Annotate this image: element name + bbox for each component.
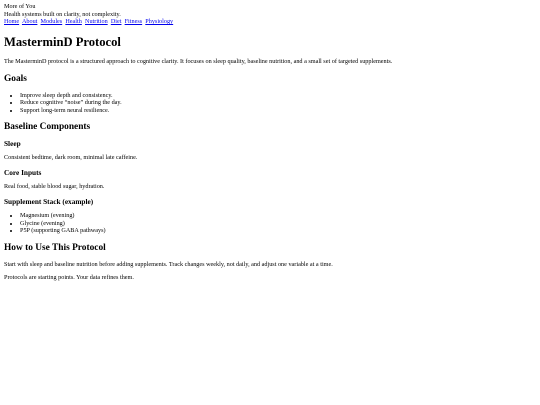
howto-heading: How to Use This Protocol [4, 243, 106, 254]
page-title: MasterminD Protocol [4, 34, 121, 49]
site-name: More of You [4, 3, 36, 10]
sleep-text: Consistent bedtime, dark room, minimal late caffeine. [4, 154, 138, 162]
list-item: • Improve sleep depth and consistency. [20, 92, 536, 100]
main-content [4, 35, 536, 282]
howto-note: Protocols are starting points. Your data refines them. [4, 274, 134, 282]
list-item: • Glycine (evening) [20, 220, 536, 228]
nav-link-about[interactable]: About [21, 18, 38, 26]
nav-link-nutrition[interactable]: Nutrition [84, 18, 108, 26]
core-inputs-text: Real food, stable blood sugar, hydration. [4, 183, 105, 191]
nav-link-physiology[interactable]: Physiology [145, 18, 174, 26]
sleep-heading: Sleep [4, 139, 21, 149]
intro-paragraph: The MasterminD protocol is a structured approach to cognitive clarity. It focuses on sleep quality, baseline nutrition, and a small set of targeted supplements. [4, 58, 393, 66]
core-inputs-heading: Core Inputs [4, 167, 42, 177]
site-tagline: Health systems built on clarity, not complexity. [4, 10, 121, 18]
goals-heading: Goals [4, 73, 27, 84]
goals-list [4, 92, 536, 115]
site-header [4, 3, 536, 26]
howto-text: Start with sleep and baseline nutrition before adding supplements. Track changes weekly, not daily, and adjust one variable at a time. [4, 260, 333, 268]
list-item: • P5P (supporting GABA pathways) [20, 227, 536, 235]
list-item: • Reduce cognitive “noise” during the day. [20, 99, 536, 107]
nav-link-diet[interactable]: Diet [110, 18, 122, 26]
list-item: • Magnesium (evening) [20, 212, 536, 220]
list-item: • Support long-term neural resilience. [20, 107, 536, 115]
nav-link-home[interactable]: Home [4, 18, 20, 26]
supplement-list [4, 212, 536, 235]
nav-link-health[interactable]: Health [65, 18, 82, 26]
supplement-stack-heading: Supplement Stack (example) [4, 196, 94, 206]
nav-link-modules[interactable]: Modules [40, 18, 63, 26]
nav-link-fitness[interactable]: Fitness [124, 18, 143, 26]
baseline-heading: Baseline Components [4, 122, 91, 133]
main-nav [4, 18, 536, 26]
